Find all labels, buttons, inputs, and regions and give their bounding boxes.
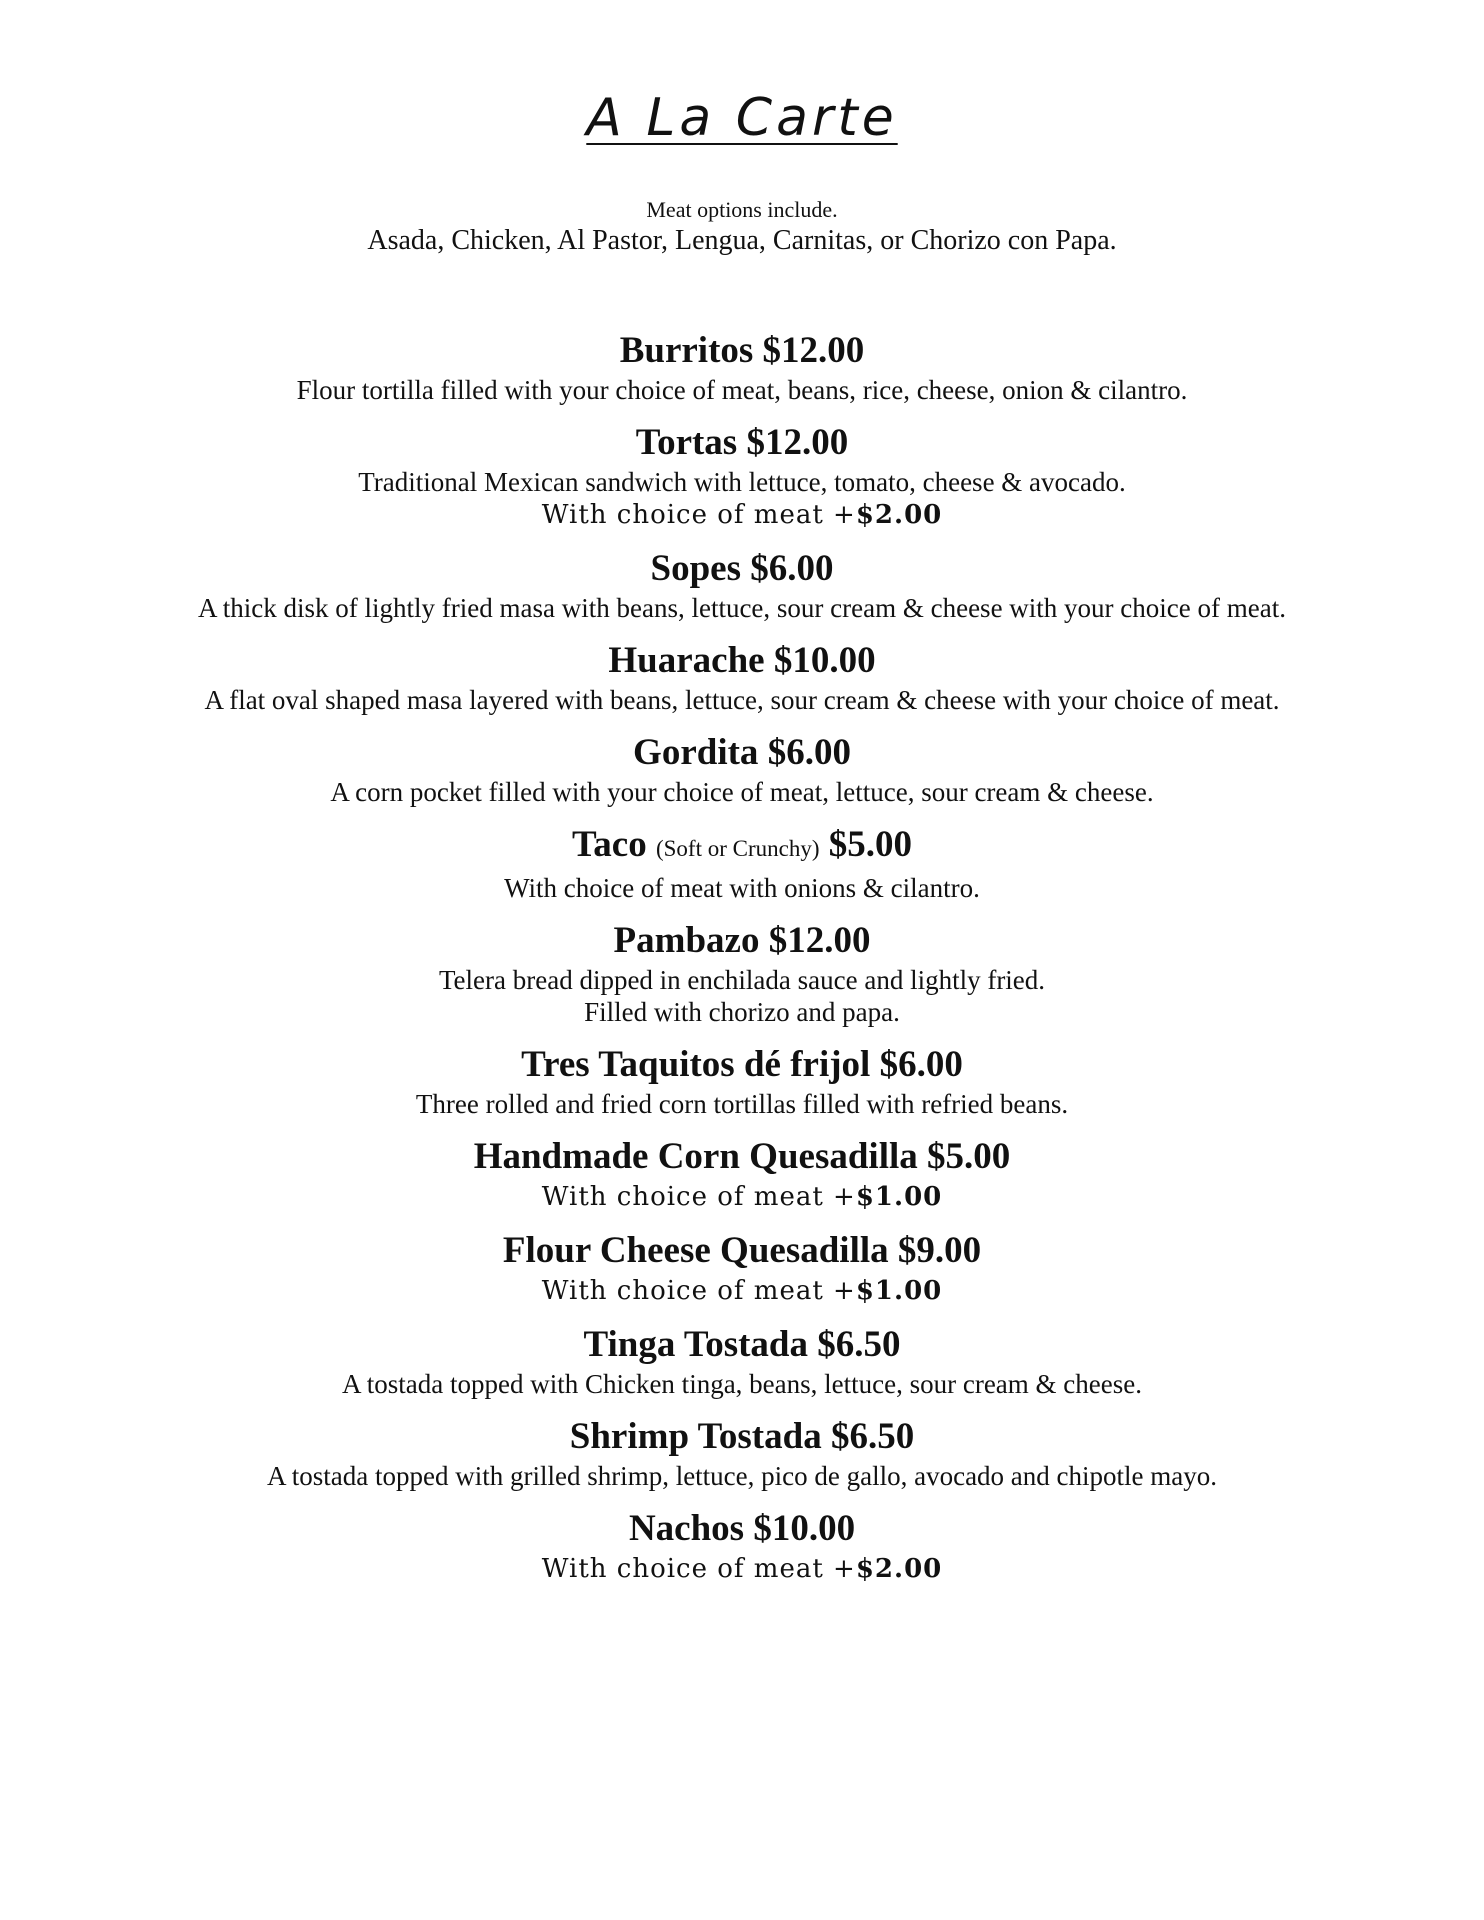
menu-item — [0, 730, 1484, 808]
menu-item-price: $12.00 — [768, 920, 871, 961]
meat-options-list: Asada, Chicken, Al Pastor, Lengua, Carnitas, or Chorizo con Papa. — [367, 225, 1117, 256]
menu-item — [0, 546, 1484, 624]
menu-item-name: Tinga Tostada — [583, 1324, 809, 1365]
menu-item — [0, 1042, 1484, 1120]
menu-items-list — [0, 328, 1484, 1586]
menu-item-description: A tostada topped with grilled shrimp, lettuce, pico de gallo, avocado and chipotle mayo. — [266, 1461, 1217, 1491]
menu-item-name: Burritos — [619, 330, 754, 371]
menu-item-description: Three rolled and fried corn tortillas filled with refried beans. — [415, 1089, 1069, 1119]
menu-item-description: A tostada topped with Chicken tinga, beans, lettuce, sour cream & cheese. — [341, 1369, 1142, 1399]
meat-options-intro — [0, 196, 1484, 258]
menu-item-price: $6.00 — [767, 732, 851, 773]
menu-item — [0, 1134, 1484, 1214]
addon-price: $2.00 — [855, 1554, 943, 1584]
menu-item-addon — [0, 1552, 1484, 1586]
menu-item-price: $9.00 — [897, 1230, 982, 1271]
menu-item-name: Taco — [572, 824, 647, 865]
menu-item-heading — [0, 822, 1484, 872]
menu-item — [0, 1414, 1484, 1492]
menu-item-price: $6.00 — [750, 548, 834, 589]
menu-item-name: Shrimp Tostada — [569, 1416, 822, 1457]
menu-item-name: Tortas — [635, 422, 738, 463]
menu-item-addon — [0, 1274, 1484, 1308]
menu-item-name: Pambazo — [613, 920, 760, 961]
addon-label: With choice of meat + — [541, 1182, 856, 1212]
menu-item-name: Nachos — [628, 1508, 745, 1549]
addon-price: $1.00 — [855, 1182, 943, 1212]
menu-item-description: A corn pocket filled with your choice of meat, lettuce, sour cream & cheese. — [330, 777, 1154, 807]
menu-item-price: $6.50 — [817, 1324, 901, 1365]
menu-item-heading — [0, 328, 1484, 374]
menu-item-addon — [0, 498, 1484, 532]
addon-label: With choice of meat + — [541, 1276, 856, 1306]
menu-item-description: Filled with chorizo and papa. — [584, 997, 900, 1027]
menu-item-name: Flour Cheese Quesadilla — [502, 1230, 889, 1271]
menu-item-name: Gordita — [633, 732, 759, 773]
menu-item-description: Traditional Mexican sandwich with lettuce, tomato, cheese & avocado. — [358, 467, 1126, 497]
menu-item-heading — [0, 1322, 1484, 1368]
menu-item-name: Sopes — [650, 548, 741, 589]
menu-item — [0, 822, 1484, 904]
menu-item-price: $5.00 — [828, 824, 912, 865]
menu-item-price: $6.50 — [830, 1416, 915, 1457]
menu-item-note: (Soft or Crunchy) — [655, 836, 820, 861]
menu-item-description: With choice of meat with onions & cilantro. — [504, 873, 980, 903]
menu-item-heading — [0, 420, 1484, 466]
meat-options-heading: Meat options include. — [646, 197, 838, 222]
menu-item-price: $10.00 — [773, 640, 876, 681]
addon-price: $2.00 — [855, 500, 943, 530]
addon-label: With choice of meat + — [541, 500, 856, 530]
menu-item-heading — [0, 1042, 1484, 1088]
menu-item-heading — [0, 1414, 1484, 1460]
menu-item-heading — [0, 918, 1484, 964]
menu-item-name: Tres Taquitos dé frijol — [521, 1044, 871, 1085]
menu-item-price: $12.00 — [746, 422, 849, 463]
menu-item-description: A flat oval shaped masa layered with beans, lettuce, sour cream & cheese with your choice of meat. — [204, 685, 1280, 715]
menu-item — [0, 918, 1484, 1028]
menu-item — [0, 1506, 1484, 1586]
page-title: A La Carte — [586, 88, 898, 148]
menu-item-price: $10.00 — [753, 1508, 856, 1549]
menu-item-heading — [0, 1506, 1484, 1552]
menu-item-heading — [0, 1134, 1484, 1180]
menu-item — [0, 638, 1484, 716]
menu-item-addon — [0, 1180, 1484, 1214]
menu-item — [0, 328, 1484, 406]
menu-item-description: Flour tortilla filled with your choice of meat, beans, rice, cheese, onion & cilantro. — [296, 375, 1188, 405]
addon-label: With choice of meat + — [541, 1554, 856, 1584]
menu-item-name: Huarache — [608, 640, 765, 681]
menu-item-heading — [0, 546, 1484, 592]
menu-item-price: $6.00 — [879, 1044, 963, 1085]
addon-price: $1.00 — [855, 1276, 943, 1306]
menu-item — [0, 420, 1484, 532]
menu-item-heading — [0, 1228, 1484, 1274]
menu-item-price: $5.00 — [927, 1136, 1011, 1177]
menu-item-heading — [0, 638, 1484, 684]
menu-item — [0, 1322, 1484, 1400]
menu-item — [0, 1228, 1484, 1308]
menu-item-heading — [0, 730, 1484, 776]
menu-item-price: $12.00 — [762, 330, 865, 371]
menu-item-description: A thick disk of lightly fried masa with beans, lettuce, sour cream & cheese with your choice of meat. — [198, 593, 1286, 623]
menu-item-description: Telera bread dipped in enchilada sauce and lightly fried. — [438, 965, 1046, 995]
menu-item-name: Handmade Corn Quesadilla — [473, 1136, 918, 1177]
